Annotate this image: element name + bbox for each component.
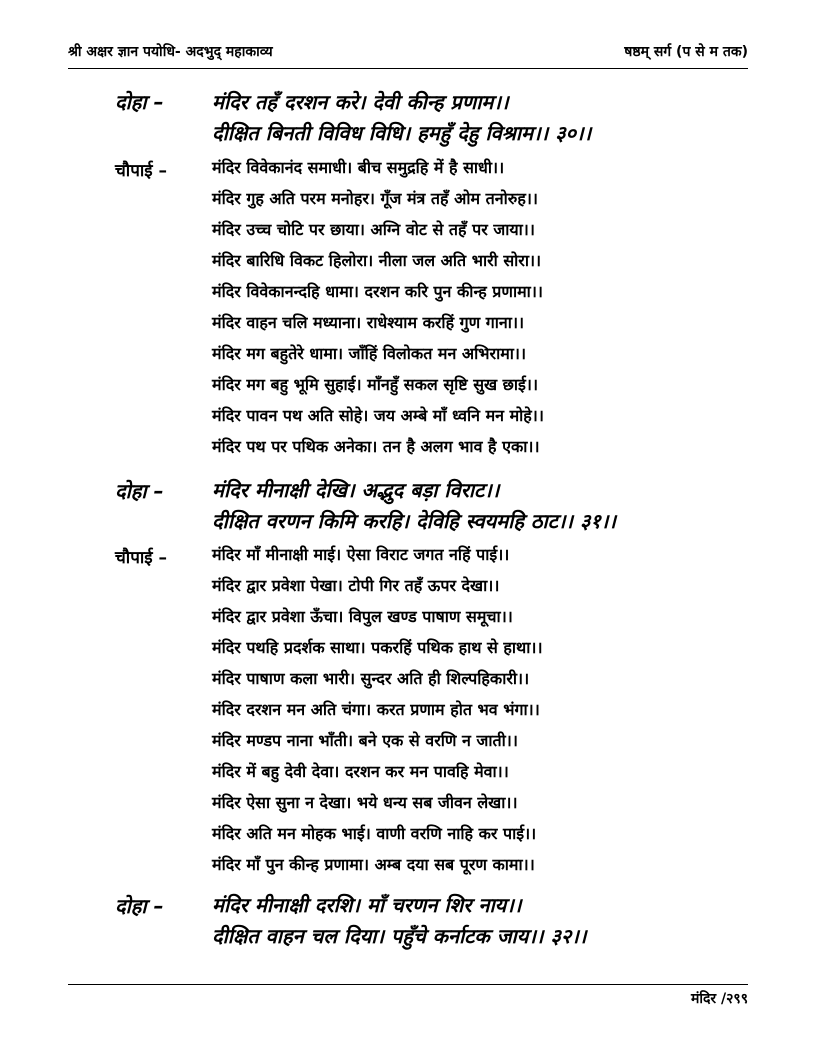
- doha-label: दोहा –: [115, 479, 164, 503]
- verse-line: मंदिर द्वार प्रवेशा ऊँचा। विपुल खण्ड पाषाण समूचा।।: [212, 607, 513, 626]
- page-number: मंदिर /२९९: [691, 991, 748, 1007]
- verse-line: मंदिर मग बहु भूमि सुहाई। माँनहुँ सकल सृष्टि सुख छाई।।: [212, 375, 539, 394]
- verse-line: मंदिर द्वार प्रवेशा पेखा। टोपी गिर तहँ ऊपर देखा।।: [212, 576, 500, 595]
- verse-line: मंदिर पथ पर पथिक अनेका। तन है अलग भाव है एका।।: [212, 437, 540, 456]
- verse-line: मंदिर बारिधि विकट हिलोरा। नीला जल अति भारी सोरा।।: [212, 251, 542, 270]
- verse-line: मंदिर ऐसा सुना न देखा। भये धन्य सब जीवन लेखा।।: [212, 793, 518, 812]
- doha-label: दोहा –: [115, 894, 164, 918]
- verse-line: मंदिर माँ पुन कीन्ह प्रणामा। अम्ब दया सब पूरण कामा।।: [212, 855, 535, 874]
- verse-line: मंदिर माँ मीनाक्षी माई। ऐसा विराट जगत नहिं पाई।।: [212, 545, 510, 564]
- verse-line: मंदिर वाहन चलि मध्याना। राधेश्याम करहिं गुण गाना।।: [212, 313, 525, 332]
- chaupai-label: चौपाई –: [115, 548, 168, 568]
- verse-line: मंदिर पावन पथ अति सोहे। जय अम्बे माँ ध्वनि मन मोहे।।: [212, 406, 544, 425]
- verse-line: मंदिर विवेकानंद समाधी। बीच समुद्रहि में है साधी।।: [212, 158, 505, 177]
- doha-line: मंदिर मीनाक्षी देखि। अद्भुद बड़ा विराट।।: [212, 478, 500, 502]
- verse-line: मंदिर अति मन मोहक भाई। वाणी वरणि नाहि कर पाई।।: [212, 824, 537, 843]
- verse-line: मंदिर में बहु देवी देवा। दरशन कर मन पावहि मेवा।।: [212, 762, 509, 781]
- chaupai-label: चौपाई –: [115, 161, 168, 181]
- doha-line: दीक्षित वाहन चल दिया। पहुँचे कर्नाटक जाय।। ३२।।: [212, 924, 587, 948]
- verse-line: मंदिर गुह अति परम मनोहर। गूँज मंत्र तहँ ओम तनोरुह।।: [212, 189, 538, 208]
- doha-label: दोहा –: [115, 90, 164, 114]
- book-title: श्री अक्षर ज्ञान पयोधि- अदभुद् महाकाव्य: [68, 44, 273, 60]
- verse-line: मंदिर पाषाण कला भारी। सुन्दर अति ही शिल्पहिकारी।।: [212, 669, 530, 688]
- verse-line: मंदिर मग बहुतेरे धामा। जाँहिं विलोकत मन अभिरामा।।: [212, 344, 527, 363]
- page-header: [68, 38, 748, 69]
- verse-line: मंदिर उच्च चोटि पर छाया। अग्नि वोट से तहँ पर जाया।।: [212, 220, 535, 239]
- doha-line: दीक्षित बिनती विविध विधि। हमहुँ देहु विश्राम।। ३०।।: [212, 121, 592, 145]
- footer-divider: [68, 984, 748, 985]
- doha-line: दीक्षित वरणन किमि करहि। देविहि स्वयमहि ठाट।। ३१।।: [212, 509, 616, 533]
- verse-line: मंदिर पथहि प्रदर्शक साथा। पकरहिं पथिक हाथ से हाथा।।: [212, 638, 543, 657]
- verse-line: मंदिर विवेकानन्दहि धामा। दरशन करि पुन कीन्ह प्रणामा।।: [212, 282, 543, 301]
- chapter-title: षष्ठम् सर्ग (प से म तक): [624, 44, 748, 60]
- doha-line: मंदिर तहँ दरशन करे। देवी कीन्ह प्रणाम।।: [212, 90, 509, 114]
- doha-line: मंदिर मीनाक्षी दरशि। माँ चरणन शिर नाय।।: [212, 893, 522, 917]
- verse-line: मंदिर दरशन मन अति चंगा। करत प्रणाम होत भव भंगा।।: [212, 700, 540, 719]
- verse-line: मंदिर मण्डप नाना भाँती। बने एक से वरणि न जाती।।: [212, 731, 518, 750]
